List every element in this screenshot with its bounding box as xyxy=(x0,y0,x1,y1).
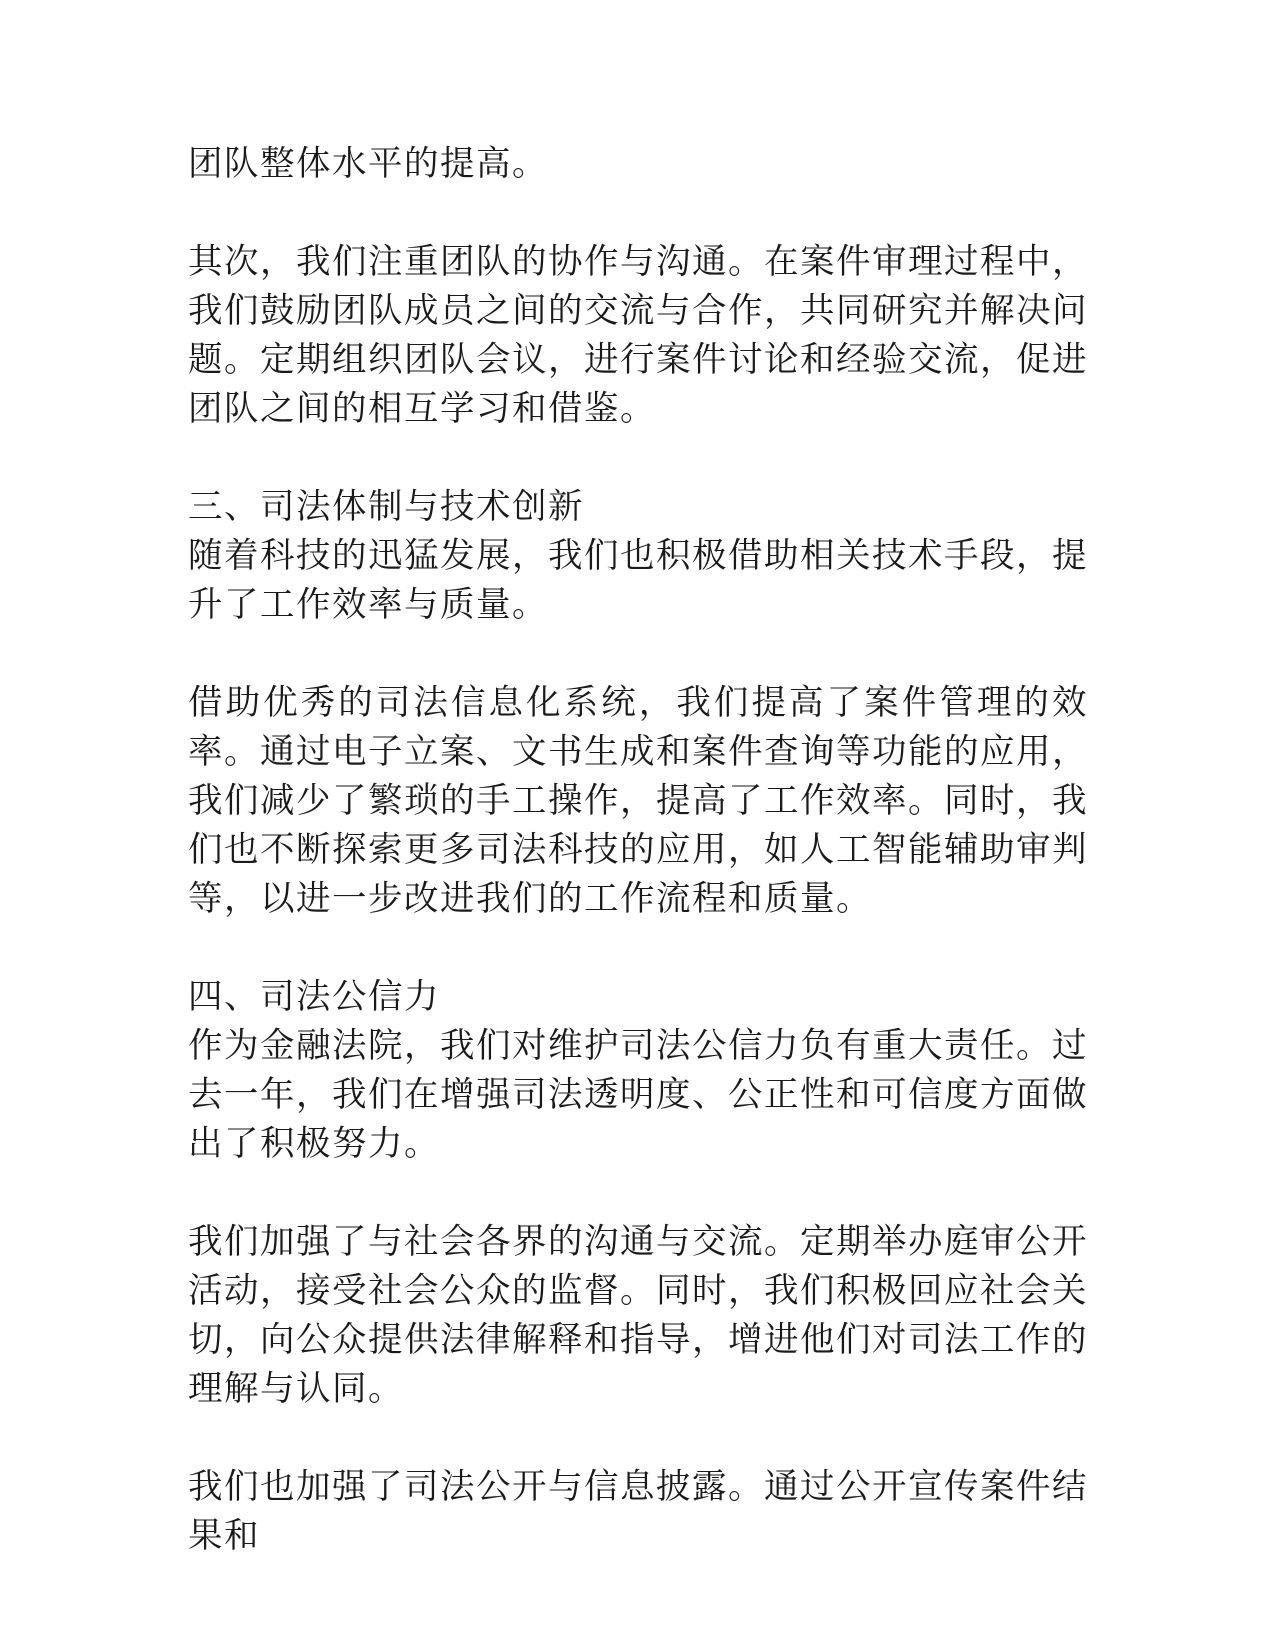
body-text xyxy=(188,140,1088,1610)
paragraph-credibility-duty: 作为金融法院，我们对维护司法公信力负有重大责任。过去一年，我们在增强司法透明度、公正性和可信度方面做出了积极努力。 xyxy=(188,1026,1088,1164)
paragraph-public-communication: 我们加强了与社会各界的沟通与交流。定期举办庭审公开活动，接受社会公众的监督。同时，我们积极回应社会关切，向公众提供法律解释和指导，增进他们对司法工作的理解与认同。 xyxy=(188,1222,1088,1409)
section-tech-innovation xyxy=(188,483,1088,630)
paragraph-tech-development: 随着科技的迅猛发展，我们也积极借助相关技术手段，提升了工作效率与质量。 xyxy=(188,536,1088,625)
paragraph-team-collaboration: 其次，我们注重团队的协作与沟通。在案件审理过程中，我们鼓励团队成员之间的交流与合作，共同研究并解决问题。定期组织团队会议，进行案件讨论和经验交流，促进团队之间的相互学习和借鉴。 xyxy=(188,242,1088,429)
paragraph-disclosure: 我们也加强了司法公开与信息披露。通过公开宣传案件结果和 xyxy=(188,1467,1088,1556)
section-credibility xyxy=(188,973,1088,1169)
paragraph-team-level: 团队整体水平的提高。 xyxy=(188,144,548,184)
section-heading-tech-innovation: 三、司法体制与技术创新 xyxy=(188,487,584,527)
paragraph-info-system: 借助优秀的司法信息化系统，我们提高了案件管理的效率。通过电子立案、文书生成和案件查询等功能的应用，我们减少了繁琐的手工操作，提高了工作效率。同时，我们也不断探索更多司法科技的应用，如人工智能辅助审判等，以进一步改进我们的工作流程和质量。 xyxy=(188,683,1088,919)
section-heading-credibility: 四、司法公信力 xyxy=(188,977,440,1017)
